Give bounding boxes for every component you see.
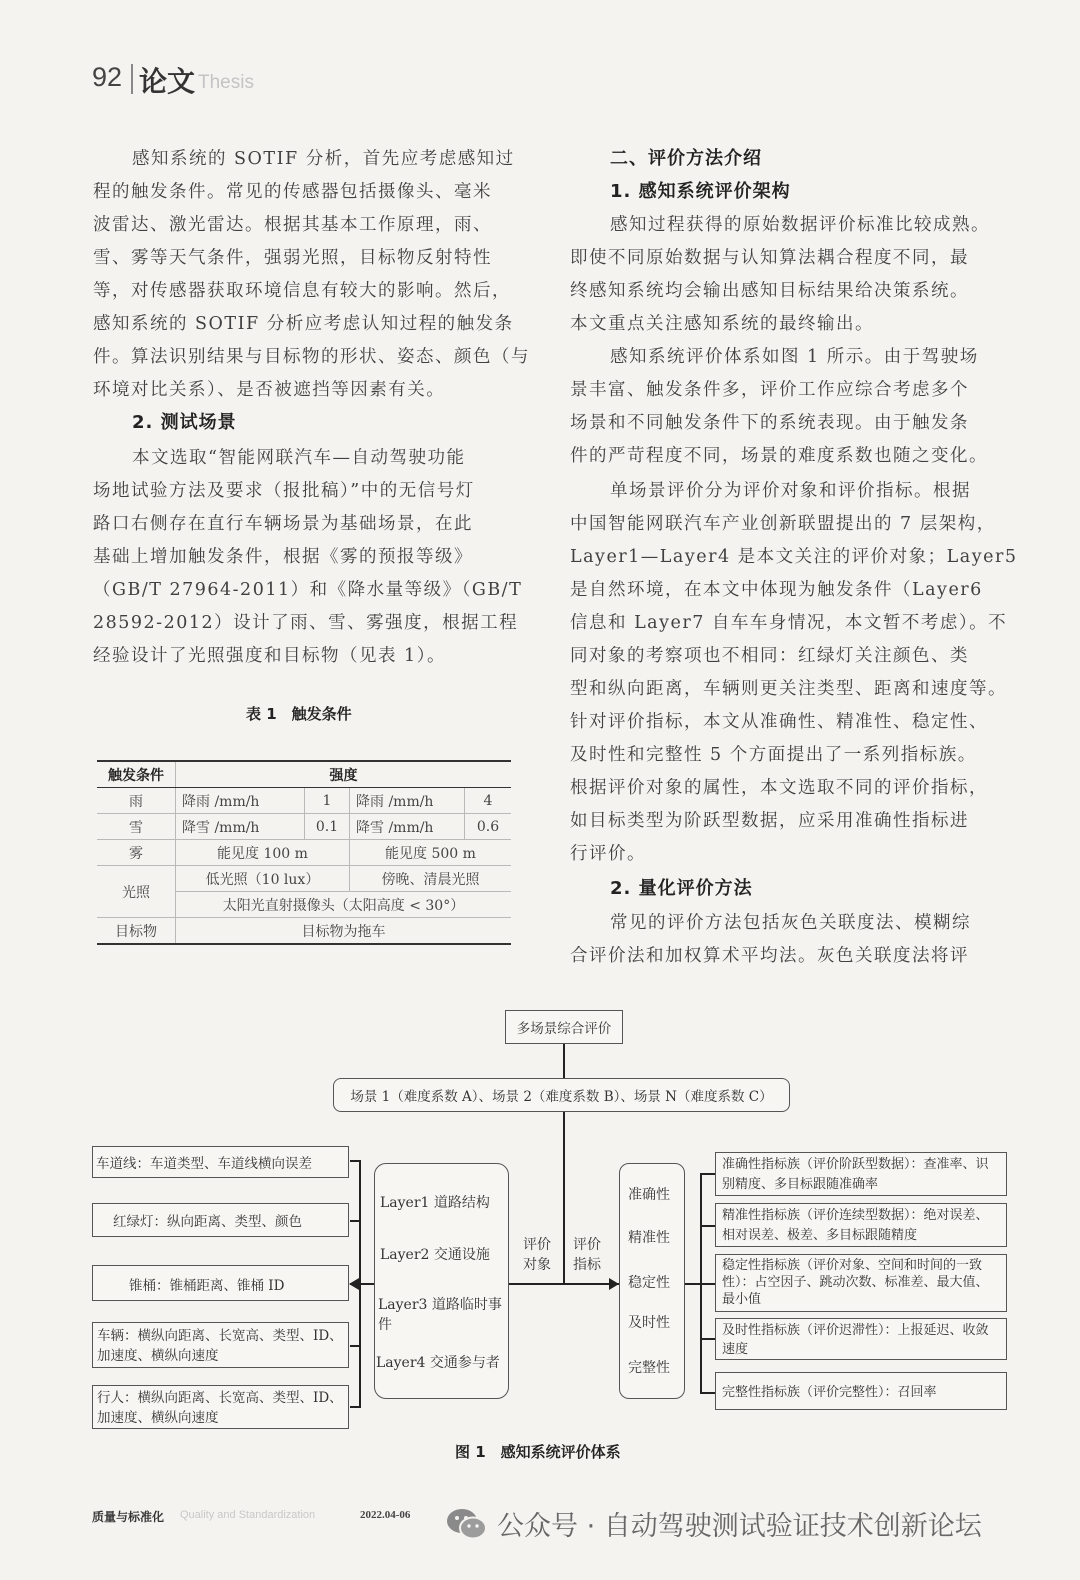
text-line: 28592-2012）设计了雨、雪、雾强度，根据工程 — [93, 613, 519, 633]
table-header-cell: 强度 — [176, 761, 512, 788]
eval-index-label: 评价指标 — [573, 1237, 601, 1273]
text-line: 感知系统评价体系如图 1 所示。由于驾驶场 — [610, 347, 979, 367]
vehicle-box — [92, 1322, 349, 1368]
center-horizontal-line — [509, 1283, 619, 1285]
text-line: 件。算法识别结果与目标物的形状、姿态、颜色（与 — [93, 347, 530, 367]
table-row — [97, 866, 511, 892]
journal-name-cn: 质量与标准化 — [92, 1510, 165, 1524]
text-line: 即使不同原始数据与认知算法耦合程度不同，最 — [570, 248, 969, 268]
row-label-light: 光照 — [97, 866, 176, 918]
accuracy-indices-box — [715, 1152, 1007, 1196]
table-header-cell: 触发条件 — [97, 761, 176, 788]
box-label: 多场景综合评价 — [516, 1021, 612, 1037]
table-row — [97, 814, 511, 840]
index-timeliness: 及时性 — [628, 1315, 670, 1331]
subheading-test-scenario: 2. 测试场景 — [132, 412, 237, 433]
table-cell: 能见度 500 m — [350, 840, 512, 866]
layer1-label: Layer1 道路结构 — [380, 1195, 490, 1211]
table-cell: 0.1 — [305, 814, 350, 840]
text-line: 针对评价指标，本文从准确性、精准性、稳定性、 — [570, 712, 988, 732]
text-line: 感知过程获得的原始数据评价标准比较成熟。 — [610, 215, 990, 235]
table-row — [97, 918, 511, 945]
table-cell: 目标物为拖车 — [176, 918, 512, 945]
box-label: 红绿灯：纵向距离、类型、颜色 — [113, 1214, 302, 1230]
figure-caption: 图 1 感知系统评价体系 — [455, 1443, 621, 1461]
text-line: 程的触发条件。常见的传感器包括摄像头、毫米 — [93, 182, 492, 202]
box-label: 完整性指标族（评价完整性）：召回率 — [722, 1385, 937, 1400]
eval-object-label: 评价对象 — [523, 1237, 551, 1273]
indices-box — [619, 1163, 685, 1399]
subheading-quant-method: 2. 量化评价方法 — [610, 878, 753, 899]
box-label: 锥桶：锥桶距离、锥桶 ID — [129, 1278, 285, 1294]
text-line: 常见的评价方法包括灰色关联度法、模糊综 — [610, 913, 971, 933]
layer2-label: Layer2 交通设施 — [380, 1247, 490, 1263]
table-row — [97, 788, 511, 814]
connector-line — [350, 1345, 360, 1347]
stability-indices-box — [715, 1254, 1007, 1312]
text-line: 终感知系统均会输出感知目标结果给决策系统。 — [570, 281, 969, 301]
text-line: 中国智能网联汽车产业创新联盟提出的 7 层架构， — [570, 514, 996, 534]
text-line: 基础上增加触发条件，根据《雾的预报等级》 — [93, 547, 473, 567]
table-cell: 降雪 /mm/h — [176, 814, 305, 840]
text-line: 感知系统的 SOTIF 分析应考虑认知过程的触发条 — [93, 314, 514, 334]
section-heading: 二、评价方法介绍 — [610, 148, 762, 169]
text-line: 路口右侧存在直行车辆场景为基础场景，在此 — [93, 514, 473, 534]
text-line: 场景和不同触发条件下的系统表现。由于触发条 — [570, 413, 969, 433]
lane-line-box — [92, 1146, 349, 1178]
text-line: 如目标类型为阶跃型数据，应采用准确性指标进 — [570, 811, 969, 831]
box-label: 车道线：车道类型、车道线横向误差 — [96, 1156, 312, 1172]
text-line: 信息和 Layer7 自车车身情况，本文暂不考虑）。不 — [570, 613, 1008, 633]
text-line: 波雷达、激光雷达。根据其基本工作原理，雨、 — [93, 215, 492, 235]
layers-box — [374, 1163, 509, 1399]
cone-box — [92, 1265, 349, 1301]
traffic-light-box — [92, 1203, 349, 1237]
text-line: 合评价法和加权算术平均法。灰色关联度法将评 — [570, 946, 969, 966]
table-header-row — [97, 761, 511, 788]
table-cell: 降雪 /mm/h — [350, 814, 465, 840]
text-line: 感知系统的 SOTIF 分析，首先应考虑感知过 — [132, 149, 515, 169]
connector-line — [700, 1392, 715, 1394]
table-row — [97, 840, 511, 866]
row-label-snow: 雪 — [97, 814, 176, 840]
text-line: 型和纵向距离，车辆则更关注类型、距离和速度等。 — [570, 679, 1007, 699]
table-cell: 降雨 /mm/h — [176, 788, 305, 814]
text-line: 环境对比关系）、是否被遮挡等因素有关。 — [93, 380, 446, 400]
index-stability: 稳定性 — [628, 1275, 670, 1291]
scenes-box — [333, 1078, 790, 1112]
completeness-indices-box — [715, 1372, 1007, 1410]
section-title-en: Thesis — [198, 72, 254, 93]
index-completeness: 完整性 — [628, 1360, 670, 1376]
connector-line — [700, 1225, 715, 1227]
connector-line — [350, 1160, 360, 1162]
connector-line — [350, 1220, 360, 1222]
index-precision: 精准性 — [628, 1230, 670, 1246]
box-label: 行人：横纵向距离、长宽高、类型、ID、加速度、横纵向速度 — [97, 1390, 343, 1426]
table-cell: 降雨 /mm/h — [350, 788, 465, 814]
journal-name-en: Quality and Standardization — [180, 1509, 316, 1521]
table-cell: 低光照（10 lux） — [176, 866, 350, 892]
text-line: 等，对传感器获取环境信息有较大的影响。然后， — [93, 281, 511, 301]
text-line: 本文重点关注感知系统的最终输出。 — [570, 314, 874, 334]
connector-line — [700, 1338, 715, 1340]
connector-line — [700, 1283, 715, 1285]
multi-scene-eval-box — [505, 1010, 623, 1044]
box-label: 准确性指标族（评价阶跃型数据）：查准率、识别精度、多目标跟随准确率 — [722, 1157, 989, 1192]
watermark-text: 公众号 · 自动驾驶测试验证技术创新论坛 — [497, 1511, 982, 1542]
connector-line — [360, 1283, 374, 1285]
row-label-fog: 雾 — [97, 840, 176, 866]
layer3-label: Layer3 道路临时事件 — [378, 1297, 502, 1333]
trigger-conditions-table — [97, 760, 511, 945]
text-line: 单场景评价分为评价对象和评价指标。根据 — [610, 481, 971, 501]
connector-line — [350, 1406, 360, 1408]
pedestrian-box — [92, 1385, 349, 1429]
box-label: 场景 1（难度系数 A）、场景 2（难度系数 B）、场景 N（难度系数 C） — [350, 1089, 773, 1105]
arrow-left — [349, 1278, 359, 1290]
table-cell: 4 — [465, 788, 512, 814]
watermark — [445, 1504, 982, 1543]
box-label: 精准性指标族（评价连续型数据）：绝对误差、相对误差、极差、多目标跟随精度 — [722, 1208, 989, 1243]
text-line: 同对象的考察项也不相同：红绿灯关注颜色、类 — [570, 646, 969, 666]
text-line: 及时性和完整性 5 个方面提出了一系列指标族。 — [570, 745, 977, 765]
table-cell: 能见度 100 m — [176, 840, 350, 866]
text-line: 行评价。 — [570, 844, 646, 864]
box-label: 车辆：横纵向距离、长宽高、类型、ID、加速度、横纵向速度 — [97, 1328, 343, 1364]
header-divider — [131, 64, 133, 94]
table-cell: 傍晚、清晨光照 — [350, 866, 512, 892]
table-cell: 1 — [305, 788, 350, 814]
wechat-icon — [445, 1506, 489, 1542]
connector-line — [563, 1044, 565, 1078]
text-line: 经验设计了光照强度和目标物（见表 1）。 — [93, 646, 446, 666]
connector-line — [700, 1173, 715, 1175]
connector-line — [563, 1112, 565, 1284]
text-line: 景丰富、触发条件多，评价工作应综合考虑多个 — [570, 380, 969, 400]
row-label-rain: 雨 — [97, 788, 176, 814]
connector-line — [685, 1283, 700, 1285]
text-line: 本文选取“智能网联汽车—自动驾驶功能 — [132, 448, 466, 468]
text-line: Layer1—Layer4 是本文关注的评价对象；Layer5 — [570, 547, 1018, 567]
text-line: （GB/T 27964-2011）和《降水量等级》（GB/T — [93, 580, 523, 600]
table-cell: 0.6 — [465, 814, 512, 840]
box-label: 稳定性指标族（评价对象、空间和时间的一致性）：占空因子、跳动次数、标准差、最大值、最小值 — [722, 1258, 989, 1307]
issue-date: 2022.04-06 — [360, 1509, 411, 1521]
arrow-right — [609, 1278, 619, 1290]
subheading-eval-framework: 1. 感知系统评价架构 — [610, 181, 791, 202]
text-line: 雪、雾等天气条件，强弱光照，目标物反射特性 — [93, 248, 492, 268]
table-caption: 表 1 触发条件 — [246, 705, 352, 723]
row-label-target: 目标物 — [97, 918, 176, 945]
text-line: 根据评价对象的属性，本文选取不同的评价指标， — [570, 778, 988, 798]
box-label: 及时性指标族（评价迟滞性）：上报延迟、收敛速度 — [722, 1323, 989, 1357]
text-line: 是自然环境，在本文中体现为触发条件（Layer6 — [570, 580, 983, 600]
table-cell: 太阳光直射摄像头（太阳高度 < 30°） — [176, 892, 512, 918]
text-line: 件的严苛程度不同，场景的难度系数也随之变化。 — [570, 446, 988, 466]
page-number: 92 — [92, 62, 123, 92]
text-line: 场地试验方法及要求（报批稿）”中的无信号灯 — [93, 481, 475, 501]
index-accuracy: 准确性 — [628, 1187, 670, 1203]
section-title-cn: 论文 — [139, 65, 196, 98]
layer4-label: Layer4 交通参与者 — [376, 1355, 500, 1371]
precision-indices-box — [715, 1203, 1007, 1247]
timeliness-indices-box — [715, 1318, 1007, 1360]
